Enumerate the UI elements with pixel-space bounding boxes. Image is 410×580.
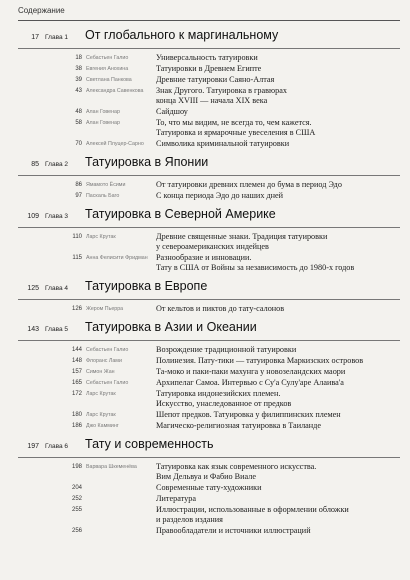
toc-entry[interactable]	[0, 410, 410, 420]
toc-entry[interactable]	[0, 421, 410, 431]
toc-entry[interactable]	[0, 304, 410, 314]
chapter-divider	[18, 48, 400, 49]
chapter-divider	[18, 340, 400, 341]
toc-entry[interactable]	[0, 107, 410, 117]
entry-page-number: 126	[71, 306, 82, 312]
entry-author: Флоранс Лами	[86, 358, 122, 364]
entry-title: Правообладатели и источники иллюстраций	[156, 526, 311, 535]
toc-entry[interactable]	[0, 505, 410, 525]
entry-title: Иллюстрации, использованные в оформлении обложки и разделов издания	[156, 505, 349, 524]
entry-page-number: 115	[72, 255, 82, 261]
chapter-page-number: 109	[27, 213, 39, 220]
chapter-divider	[18, 227, 400, 228]
chapter-label: Глава 2	[45, 161, 68, 168]
entry-author: Светлана Панкова	[86, 77, 132, 83]
entry-author: Джо Камминг	[86, 423, 119, 429]
entry-page-number: 255	[71, 507, 82, 513]
entry-page-number: 58	[75, 120, 82, 126]
entry-page-number: 38	[75, 66, 82, 72]
entry-title: Татуировка как язык современного искусства. Вим Дельвуа и Фабио Виале	[156, 462, 317, 481]
entry-title: Полинезия. Пату-тики — татуировка Маркизских островов	[156, 356, 364, 365]
toc-entry[interactable]	[0, 378, 410, 388]
entry-author: Себастьен Галио	[86, 55, 129, 61]
chapter-label: Глава 4	[45, 285, 68, 292]
chapter-title: От глобального к маргинальному	[85, 28, 279, 42]
chapter-label: Глава 6	[45, 443, 68, 450]
chapter-title: Татуировка в Северной Америке	[85, 207, 276, 221]
entry-author: Ларс Крутак	[86, 234, 116, 240]
chapter-page-number: 197	[27, 443, 39, 450]
chapter-heading[interactable]	[0, 437, 410, 455]
entry-title: Шепот предков. Татуировка у филиппинских племен	[156, 410, 341, 419]
entry-title: Древние священные знаки. Традиция татуировки у североамериканских индейцев	[156, 232, 328, 251]
entry-author: Себастьен Галио	[86, 380, 129, 386]
chapter-title: Татуировка в Европе	[85, 279, 208, 293]
entry-page-number: 18	[75, 55, 82, 61]
toc-entry[interactable]	[0, 367, 410, 377]
entry-author: Алан Говенар	[86, 120, 120, 126]
entry-author: Симон Жан	[86, 369, 115, 375]
toc-entry[interactable]	[0, 191, 410, 201]
entry-page-number: 39	[75, 77, 82, 83]
entry-author: Жером Пьерра	[86, 306, 124, 312]
entry-title: Та-моко и паки-паки махунга у новозеландских маори	[156, 367, 346, 376]
chapter-heading[interactable]	[0, 279, 410, 297]
toc-entry[interactable]	[0, 356, 410, 366]
entry-author: Паскаль Баго	[86, 193, 120, 199]
toc-entry[interactable]	[0, 462, 410, 482]
entry-page-number: 165	[71, 380, 82, 386]
chapter-label: Глава 5	[45, 326, 68, 333]
entry-title: То, что мы видим, не всегда то, чем кажется. Татуировка и ярмарочные увеселения в США	[156, 118, 316, 137]
entry-page-number: 86	[75, 182, 82, 188]
entry-page-number: 252	[71, 496, 82, 502]
entry-author: Алексей Плуцер-Сарно	[86, 141, 144, 147]
entry-author: Алан Говенар	[86, 109, 120, 115]
chapter-page-number: 143	[27, 326, 39, 333]
toc-entry[interactable]	[0, 53, 410, 63]
entry-author: Анна Фелисити Фридман	[86, 255, 148, 261]
chapter-divider	[18, 299, 400, 300]
entry-page-number: 172	[71, 391, 82, 397]
toc-entry[interactable]	[0, 118, 410, 138]
chapter-divider	[18, 457, 400, 458]
toc-entry[interactable]	[0, 86, 410, 106]
entry-page-number: 157	[71, 369, 82, 375]
chapter-section	[0, 207, 410, 273]
entry-page-number: 148	[71, 358, 82, 364]
chapter-section	[0, 437, 410, 536]
toc-entry[interactable]	[0, 253, 410, 273]
entry-title: Знак Другого. Татуировка в гравюрах конца XVIII — начала XIX века	[156, 86, 287, 105]
entry-page-number: 186	[71, 423, 82, 429]
chapter-heading[interactable]	[0, 320, 410, 338]
entry-author: Александра Савенкова	[86, 88, 144, 94]
entry-title: Возрождение традиционной татуировки	[156, 345, 297, 354]
entry-title: Литература	[156, 494, 196, 503]
toc-entry[interactable]	[0, 389, 410, 409]
entry-page-number: 198	[71, 464, 82, 470]
toc-entry[interactable]	[0, 180, 410, 190]
entry-title: Современные тату-художники	[156, 483, 262, 492]
entry-title: Татуировки в Древнем Египте	[156, 64, 262, 73]
table-of-contents	[0, 28, 410, 542]
entry-author: Варвара Шкеменёва	[86, 464, 137, 470]
entry-author: Ямамото Ёсими	[86, 182, 126, 188]
entry-page-number: 256	[71, 528, 82, 534]
toc-entry[interactable]	[0, 139, 410, 149]
entry-page-number: 144	[71, 347, 82, 353]
chapter-heading[interactable]	[0, 207, 410, 225]
entry-title: Архипелаг Самоа. Интервью с Су'а Сулу'ape Алаива'а	[156, 378, 344, 387]
toc-entry[interactable]	[0, 483, 410, 493]
entry-title: Универсальность татуировки	[156, 53, 258, 62]
toc-entry[interactable]	[0, 64, 410, 74]
entry-title: Сайдшоу	[156, 107, 188, 116]
page-header-title: Содержание	[18, 6, 65, 15]
entry-title: Магическо-религиозная татуировка в Таиланде	[156, 421, 321, 430]
chapter-divider	[18, 175, 400, 176]
entry-page-number: 110	[72, 234, 82, 240]
entry-author: Ларс Крутак	[86, 412, 116, 418]
entry-title: Символика криминальной татуировки	[156, 139, 290, 148]
toc-entry[interactable]	[0, 526, 410, 536]
entry-page-number: 43	[75, 88, 82, 94]
chapter-title: Татуировка в Азии и Океании	[85, 320, 257, 334]
chapter-page-number: 17	[31, 34, 39, 41]
entry-title: Древние татуировки Саяно-Алтая	[156, 75, 275, 84]
toc-entry[interactable]	[0, 494, 410, 504]
entry-title: Татуировка индонезийских племен. Искусство, унаследованное от предков	[156, 389, 292, 408]
chapter-label: Глава 1	[45, 34, 68, 41]
chapter-section	[0, 320, 410, 431]
entry-title: Разнообразие и инновации. Тату в США от Войны за независимость до 1980-х годов	[156, 253, 355, 272]
entry-page-number: 70	[75, 141, 82, 147]
toc-entry[interactable]	[0, 75, 410, 85]
chapter-title: Татуировка в Японии	[85, 155, 209, 169]
toc-entry[interactable]	[0, 345, 410, 355]
entry-author: Себастьен Галио	[86, 347, 129, 353]
chapter-page-number: 85	[31, 161, 39, 168]
entry-title: От татуировки древних племен до бума в период Эдо	[156, 180, 342, 189]
entry-page-number: 204	[71, 485, 82, 491]
chapter-page-number: 125	[27, 285, 39, 292]
chapter-heading[interactable]	[0, 155, 410, 173]
chapter-section	[0, 155, 410, 201]
entry-page-number: 48	[75, 109, 82, 115]
chapter-section	[0, 28, 410, 149]
chapter-title: Тату и современность	[85, 437, 214, 451]
chapter-heading[interactable]	[0, 28, 410, 46]
entry-page-number: 97	[75, 193, 82, 199]
entry-title: От кельтов и пиктов до тату-салонов	[156, 304, 285, 313]
entry-title: С конца периода Эдо до наших дней	[156, 191, 284, 200]
entry-page-number: 180	[71, 412, 82, 418]
header-divider	[18, 20, 400, 21]
toc-entry[interactable]	[0, 232, 410, 252]
entry-author: Ларс Крутак	[86, 391, 116, 397]
chapter-section	[0, 279, 410, 314]
chapter-label: Глава 3	[45, 213, 68, 220]
entry-author: Евгения Анохина	[86, 66, 129, 72]
